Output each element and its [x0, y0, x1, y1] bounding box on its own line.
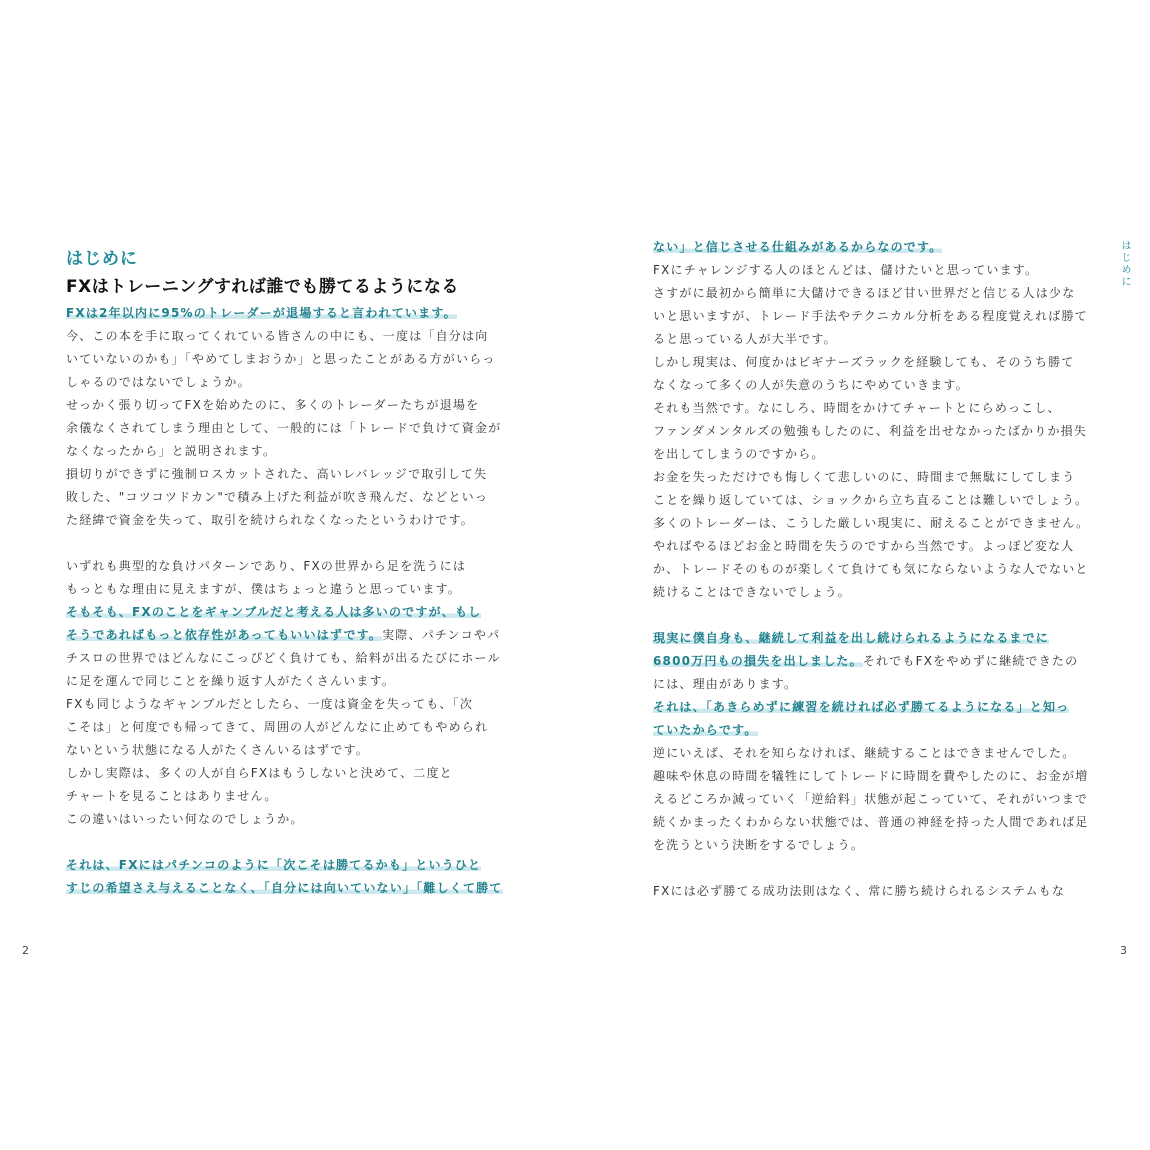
text-line [653, 673, 1093, 696]
body-text: FXも同じようなギャンブルだとしたら、一度は資金を失っても、「次 [66, 697, 474, 711]
right-page [575, 0, 1150, 1150]
text-line [66, 693, 506, 716]
body-text: それでもFXをやめずに継続できたの [862, 654, 1079, 668]
body-text: チスロの世界ではどんなにこっぴどく負けても、給料が出るたびにホール [66, 651, 501, 665]
page-number: 3 [1120, 944, 1127, 957]
right-page-body [653, 236, 1093, 903]
body-text: 余儀なくされてしまう理由として、一般的には「トレードで負けて資金が [66, 421, 502, 435]
text-line [66, 647, 506, 670]
text-line [66, 601, 506, 624]
paragraph-gap [653, 604, 1093, 627]
left-page-body [66, 302, 506, 900]
highlighted-text: そもそも、FXのことをギャンブルだと考える人は多いのですが、もし [66, 605, 482, 619]
text-line [653, 834, 1093, 857]
body-text: 逆にいえば、それを知らなければ、継続することはできませんでした。 [653, 746, 1076, 760]
text-line [653, 443, 1093, 466]
chapter-title: FXはトレーニングすれば誰でも勝てるようになる [66, 277, 459, 297]
body-text: それも当然です。なにしろ、時間をかけてチャートとにらめっこし、 [653, 401, 1061, 415]
text-line [653, 374, 1093, 397]
body-text: 敗した、"コツコツドカン"で積み上げた利益が吹き飛んだ、などといっ [66, 490, 489, 504]
running-head: はじめに [1119, 240, 1130, 288]
highlighted-text: すじの希望さえ与えることなく、「自分には向いていない」「難しくて勝て [66, 881, 503, 895]
text-line [66, 762, 506, 785]
text-line [66, 808, 506, 831]
text-line [66, 578, 506, 601]
body-text: FXにチャレンジする人のほとんどは、儲けたいと思っています。 [653, 263, 1039, 277]
body-text: なくなったから」と説明されます。 [66, 444, 277, 458]
body-text: ないという状態になる人がたくさんいるはずです。 [66, 743, 370, 757]
body-text: しゃるのではないでしょうか。 [66, 375, 251, 389]
body-text: いていないのかも」「やめてしまおうか」と思ったことがある方がいらっ [66, 352, 496, 366]
text-line [653, 420, 1093, 443]
text-line [66, 785, 506, 808]
body-text: 続けることはできないでしょう。 [653, 585, 852, 599]
text-line [653, 650, 1093, 673]
body-text: ると思っている人が大半です。 [653, 332, 837, 346]
body-text: こそは」と何度でも帰ってきて、周囲の人がどんなに止めてもやめられ [66, 720, 489, 734]
highlighted-text: そうであればもっと依存性があってもいいはずです。 [66, 628, 383, 642]
text-line [653, 765, 1093, 788]
highlighted-text: FXは2年以内に95%のトレーダーが退場すると言われています。 [66, 306, 457, 320]
text-line [653, 719, 1093, 742]
text-line [66, 371, 506, 394]
text-line [66, 555, 506, 578]
highlighted-text: それは、FXにはパチンコのように「次こそは勝てるかも」というひと [66, 858, 482, 872]
body-text: 趣味や休息の時間を犠牲にしてトレードに時間を費やしたのに、お金が増 [653, 769, 1089, 783]
text-line [653, 535, 1093, 558]
text-line [653, 328, 1093, 351]
body-text: お金を失っただけでも悔しくて悲しいのに、時間まで無駄にしてしまう [653, 470, 1076, 484]
body-text: ことを繰り返していては、ショックから立ち直ることは難しいでしょう。 [653, 493, 1089, 507]
text-line [653, 259, 1093, 282]
paragraph-gap [66, 532, 506, 555]
body-text: えるどころか減っていく「逆給料」状態が起こっていて、それがいつまで [653, 792, 1089, 806]
text-line [653, 788, 1093, 811]
text-line [66, 463, 506, 486]
body-text: を洗うという決断をするでしょう。 [653, 838, 865, 852]
body-text: か、トレードそのものが楽しくて負けても気にならないような人でないと [653, 562, 1089, 576]
highlighted-text: 現実に僕自身も、継続して利益を出し続けられるようになるまでに [653, 631, 1050, 645]
body-text: 実際、パチンコやパ [382, 628, 501, 642]
text-line [66, 325, 506, 348]
body-text: 損切りができずに強制ロスカットされた、高いレバレッジで取引して失 [66, 467, 488, 481]
text-line [653, 742, 1093, 765]
text-line [653, 558, 1093, 581]
body-text: この違いはいったい何なのでしょうか。 [66, 812, 304, 826]
text-line [653, 880, 1093, 903]
body-text: いと思いますが、トレード手法やテクニカル分析をある程度覚えれば勝て [653, 309, 1088, 323]
chapter-label: はじめに [66, 249, 138, 269]
text-line [653, 397, 1093, 420]
highlighted-text: ない」と信じさせる仕組みがあるからなのです。 [653, 240, 943, 254]
text-line [66, 394, 506, 417]
body-text: 多くのトレーダーは、こうした厳しい現実に、耐えることができません。 [653, 516, 1090, 530]
text-line [653, 282, 1093, 305]
body-text: もっともな理由に見えますが、僕はちょっと違うと思っています。 [66, 582, 462, 596]
text-line [653, 811, 1093, 834]
body-text: やればやるほどお金と時間を失うのですから当然です。よっぽど変な人 [653, 539, 1075, 553]
text-line [66, 670, 506, 693]
text-line [66, 716, 506, 739]
text-line [653, 305, 1093, 328]
text-line [66, 509, 506, 532]
text-line [66, 417, 506, 440]
body-text: なくなって多くの人が失意のうちにやめていきます。 [653, 378, 969, 392]
body-text: しかし実際は、多くの人が自らFXはもうしないと決めて、二度と [66, 766, 453, 780]
text-line [66, 854, 506, 877]
body-text: チャートを見ることはありません。 [66, 789, 278, 803]
text-line [653, 236, 1093, 259]
text-line [653, 466, 1093, 489]
text-line [653, 696, 1093, 719]
highlighted-text: それは、「あきらめずに練習を続ければ必ず勝てるようになる」と知っ [653, 700, 1070, 714]
text-line [66, 440, 506, 463]
text-line [66, 877, 506, 900]
text-line [653, 489, 1093, 512]
paragraph-gap [653, 857, 1093, 880]
body-text: には、理由があります。 [653, 677, 798, 691]
text-line [66, 624, 506, 647]
text-line [653, 581, 1093, 604]
body-text: に足を運んで同じことを繰り返す人がたくさんいます。 [66, 674, 396, 688]
body-text: 続くかまったくわからない状態では、普通の神経を持った人間であれば足 [653, 815, 1089, 829]
body-text: た経緯で資金を失って、取引を続けられなくなったというわけです。 [66, 513, 475, 527]
body-text: 今、この本を手に取ってくれている皆さんの中にも、一度は「自分は向 [66, 329, 489, 343]
body-text: しかし現実は、何度かはビギナーズラックを経験しても、そのうち勝て [653, 355, 1075, 369]
page-number: 2 [22, 944, 29, 957]
body-text: いずれも典型的な負けパターンであり、FXの世界から足を洗うには [66, 559, 467, 573]
highlighted-text: ていたからです。 [653, 723, 758, 737]
body-text: を出してしまうのですから。 [653, 447, 825, 461]
text-line [66, 302, 506, 325]
text-line [66, 486, 506, 509]
body-text: さすがに最初から簡単に大儲けできるほど甘い世界だと信じる人は少な [653, 286, 1076, 300]
text-line [653, 351, 1093, 374]
body-text: せっかく張り切ってFXを始めたのに、多くのトレーダーたちが退場を [66, 398, 480, 412]
text-line [66, 348, 506, 371]
text-line [66, 739, 506, 762]
text-line [653, 512, 1093, 535]
highlighted-text: 6800万円もの損失を出しました。 [653, 654, 863, 668]
text-line [653, 627, 1093, 650]
body-text: ファンダメンタルズの勉強もしたのに、利益を出せなかったばかりか損失 [653, 424, 1088, 438]
paragraph-gap [66, 831, 506, 854]
body-text: FXには必ず勝てる成功法則はなく、常に勝ち続けられるシステムもな [653, 884, 1066, 898]
